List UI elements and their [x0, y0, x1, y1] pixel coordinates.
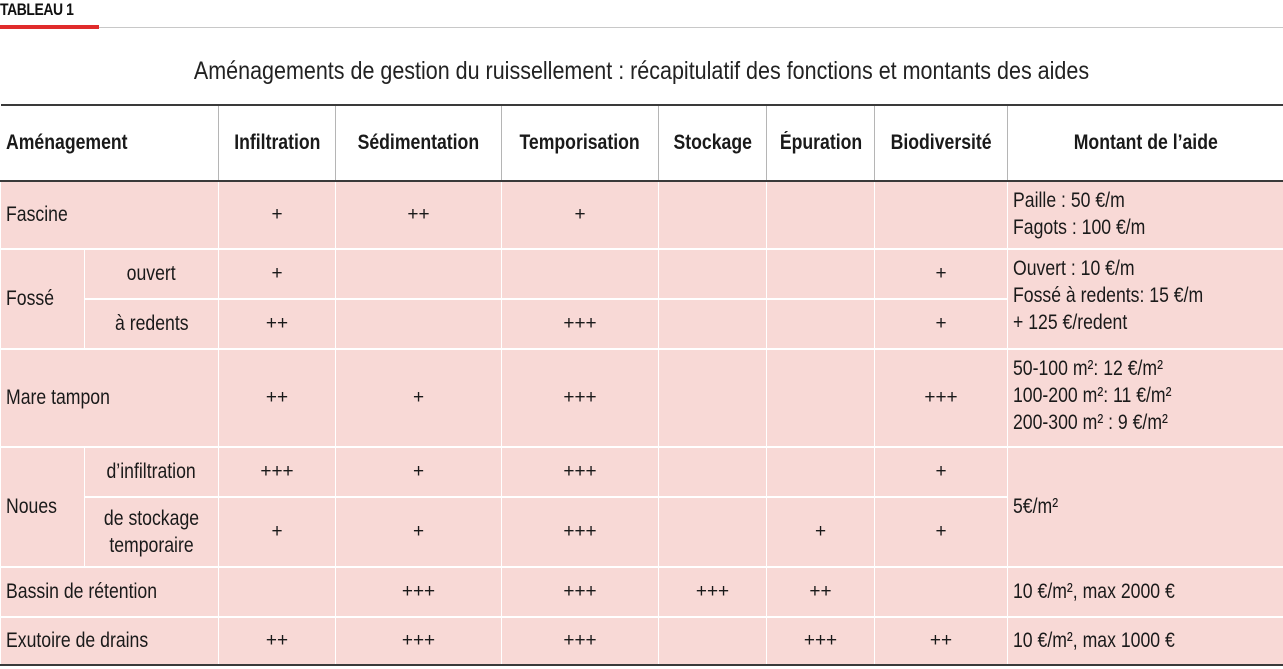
cell-exutoire-temporisation: +++ [502, 617, 659, 665]
cell-ouvert-sedimentation [336, 249, 502, 299]
cell-mare-biodiversite: +++ [875, 349, 1008, 447]
cell-exutoire-sedimentation: +++ [336, 617, 502, 665]
cell-exutoire-epuration: +++ [767, 617, 875, 665]
cell-mare-stockage [659, 349, 767, 447]
col-header-infiltration: Infiltration [219, 105, 336, 181]
col-header-biodiversite: Biodiversité [875, 105, 1008, 181]
cell-noues-aid: 5€/m² [1008, 447, 1283, 567]
cell-bassin-stockage: +++ [659, 567, 767, 617]
cell-ouvert-temporisation [502, 249, 659, 299]
col-header-montant: Montant de l’aide [1008, 105, 1283, 181]
cell-redents-biodiversite: + [875, 299, 1008, 349]
row-label-fascine: Fascine [1, 181, 219, 249]
cell-mare-epuration [767, 349, 875, 447]
col-header-amenagement: Aménagement [1, 105, 219, 181]
cell-noues-sto-biodiversite: + [875, 497, 1008, 567]
cell-fascine-sedimentation: ++ [336, 181, 502, 249]
cell-ouvert-infiltration: + [219, 249, 336, 299]
cell-noues-inf-infiltration: +++ [219, 447, 336, 497]
summary-table [0, 104, 1283, 666]
row-sublabel-redents: à redents [85, 299, 219, 349]
row-label-noues: Noues [1, 447, 85, 567]
cell-fascine-biodiversite [875, 181, 1008, 249]
cell-exutoire-aid: 10 €/m², max 1000 € [1008, 617, 1283, 665]
cell-noues-sto-temporisation: +++ [502, 497, 659, 567]
cell-noues-sto-infiltration: + [219, 497, 336, 567]
badge-underline [0, 25, 99, 29]
col-header-sedimentation: Sédimentation [336, 105, 502, 181]
cell-exutoire-infiltration: ++ [219, 617, 336, 665]
cell-redents-temporisation: +++ [502, 299, 659, 349]
row-label-mare: Mare tampon [1, 349, 219, 447]
cell-bassin-aid: 10 €/m², max 2000 € [1008, 567, 1283, 617]
table-row [1, 447, 1283, 497]
cell-noues-sto-stockage [659, 497, 767, 567]
cell-noues-inf-temporisation: +++ [502, 447, 659, 497]
cell-fascine-aid: Paille : 50 €/m Fagots : 100 €/m [1008, 181, 1283, 249]
cell-redents-infiltration: ++ [219, 299, 336, 349]
row-label-bassin: Bassin de rétention [1, 567, 219, 617]
table-title: Aménagements de gestion du ruissellement : récapitulatif des fonctions et montants des aides [193, 57, 1090, 85]
table-row [1, 567, 1283, 617]
header-rule [99, 27, 1283, 28]
cell-mare-temporisation: +++ [502, 349, 659, 447]
col-header-epuration: Épuration [767, 105, 875, 181]
table-badge: TABLEAU 1 [0, 0, 74, 19]
row-label-fosse: Fossé [1, 249, 85, 349]
header-row [1, 105, 1283, 181]
row-sublabel-stockage: de stockage temporaire [85, 497, 219, 567]
cell-bassin-biodiversite [875, 567, 1008, 617]
cell-ouvert-biodiversite: + [875, 249, 1008, 299]
cell-noues-inf-epuration [767, 447, 875, 497]
col-header-temporisation: Temporisation [502, 105, 659, 181]
cell-fascine-stockage [659, 181, 767, 249]
cell-bassin-epuration: ++ [767, 567, 875, 617]
cell-fascine-infiltration: + [219, 181, 336, 249]
cell-exutoire-biodiversite: ++ [875, 617, 1008, 665]
table-row [1, 349, 1283, 447]
row-label-exutoire: Exutoire de drains [1, 617, 219, 665]
table-row [1, 249, 1283, 299]
cell-fascine-epuration [767, 181, 875, 249]
cell-ouvert-epuration [767, 249, 875, 299]
cell-bassin-temporisation: +++ [502, 567, 659, 617]
cell-fosse-aid: Ouvert : 10 €/m Fossé à redents: 15 €/m + 125 €/redent [1008, 249, 1283, 349]
cell-redents-epuration [767, 299, 875, 349]
cell-noues-inf-sedimentation: + [336, 447, 502, 497]
cell-bassin-infiltration [219, 567, 336, 617]
table-row [1, 181, 1283, 249]
cell-mare-sedimentation: + [336, 349, 502, 447]
col-header-stockage: Stockage [659, 105, 767, 181]
cell-noues-sto-sedimentation: + [336, 497, 502, 567]
cell-fascine-temporisation: + [502, 181, 659, 249]
cell-ouvert-stockage [659, 249, 767, 299]
cell-exutoire-stockage [659, 617, 767, 665]
cell-redents-stockage [659, 299, 767, 349]
cell-noues-inf-biodiversite: + [875, 447, 1008, 497]
table-row [1, 617, 1283, 665]
cell-mare-aid: 50-100 m²: 12 €/m² 100-200 m²: 11 €/m² 200-300 m² : 9 €/m² [1008, 349, 1283, 447]
cell-noues-sto-epuration: + [767, 497, 875, 567]
row-sublabel-ouvert: ouvert [85, 249, 219, 299]
cell-bassin-sedimentation: +++ [336, 567, 502, 617]
row-sublabel-infiltration: d’infiltration [85, 447, 219, 497]
cell-noues-inf-stockage [659, 447, 767, 497]
cell-redents-sedimentation [336, 299, 502, 349]
cell-mare-infiltration: ++ [219, 349, 336, 447]
